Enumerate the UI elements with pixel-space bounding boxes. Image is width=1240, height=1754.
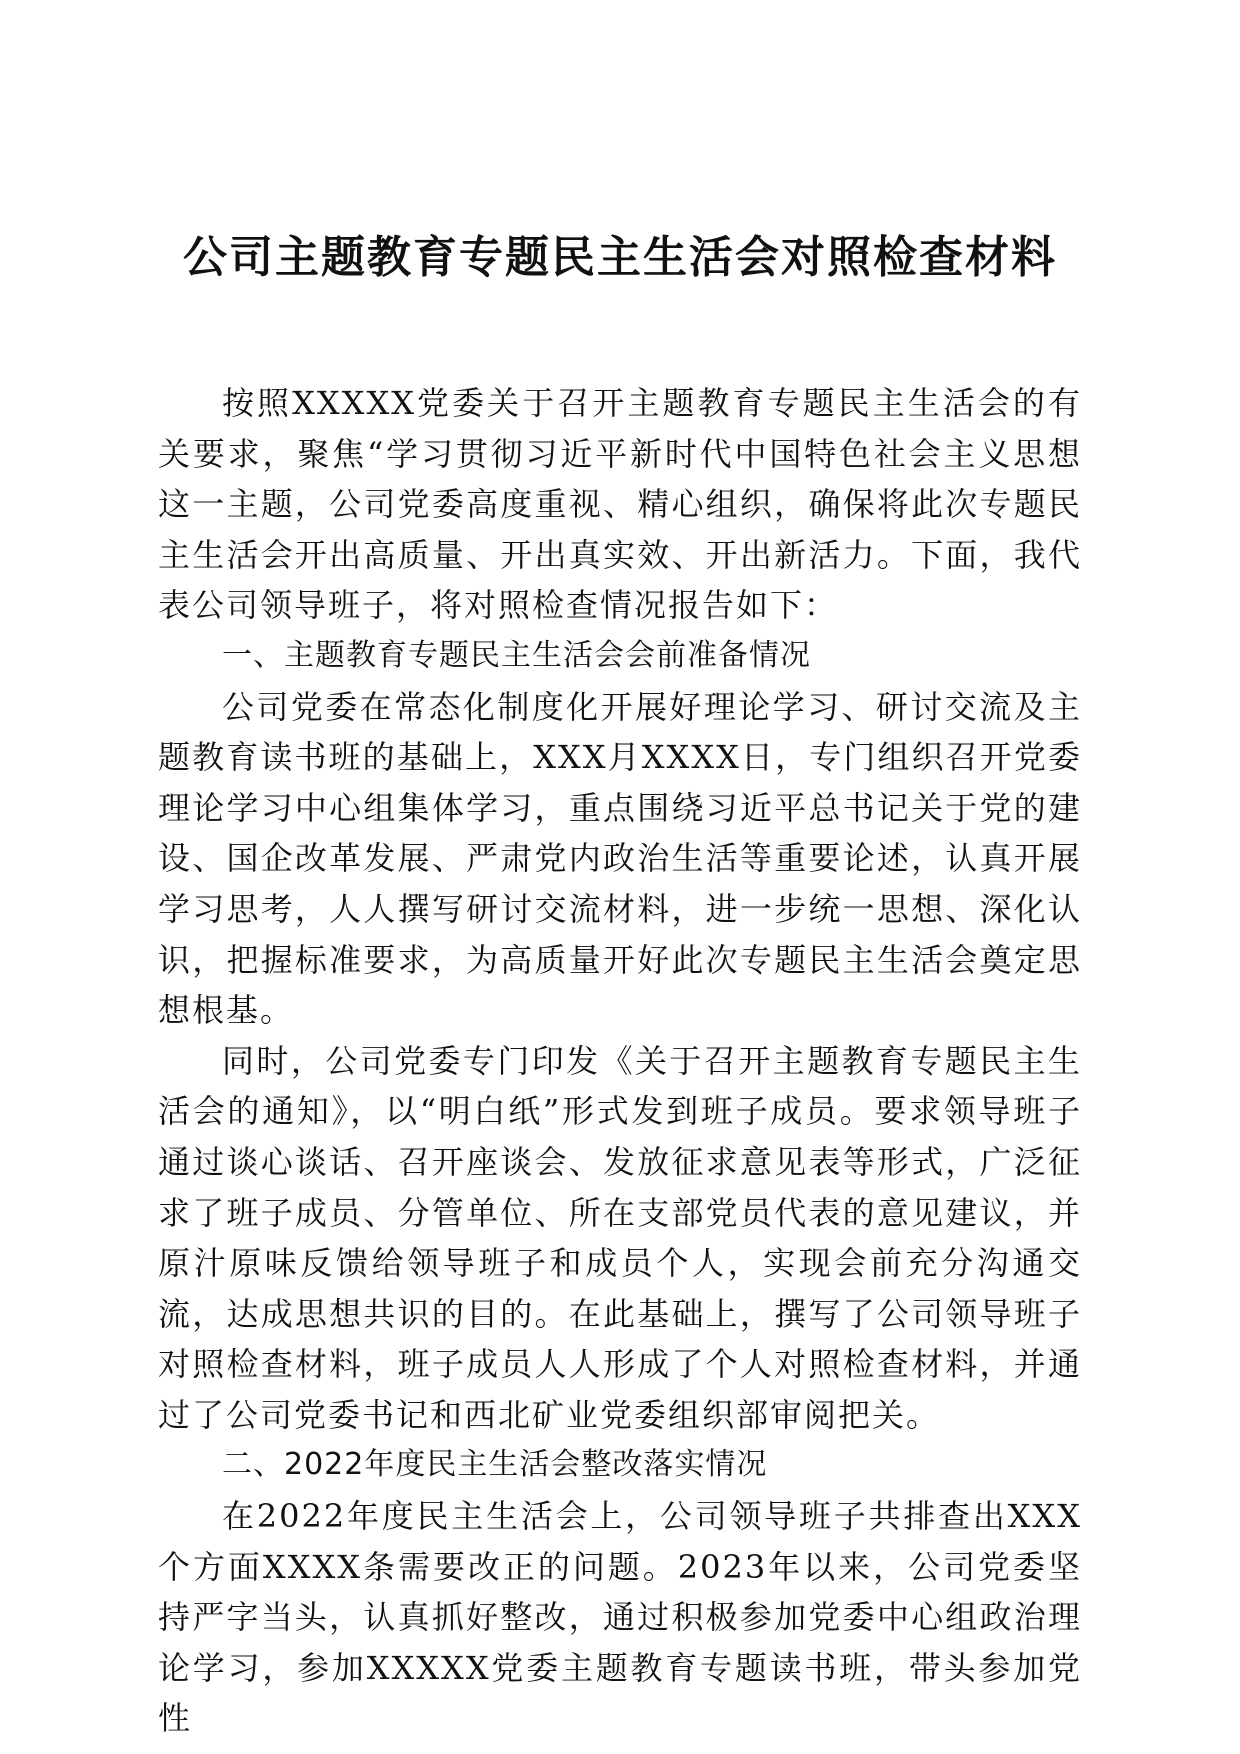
paragraph-preparation-notice: 同时，公司党委专门印发《关于召开主题教育专题民主生活会的通知》，以“明白纸”形式发到班子成员。要求领导班子通过谈心谈话、召开座谈会、发放征求意见表等形式，广泛征求了班子成员、分管单位、所在支部党员代表的意见建议，并原汁原味反馈给领导班子和成员个人，实现会前充分沟通交流，达成思想共识的目的。在此基础上，撰写了公司领导班子对照检查材料，班子成员人人形成了个人对照检查材料，并通过了公司党委书记和西北矿业党委组织部审阅把关。: [158, 1041, 1082, 1434]
intro-paragraph: 按照XXXXX党委关于召开主题教育专题民主生活会的有关要求，聚焦“学习贯彻习近平新时代中国特色社会主义思想这一主题，公司党委高度重视、精心组织，确保将此次专题民主生活会开出高质量、开出真实效、开出新活力。下面，我代表公司领导班子，将对照检查情况报告如下：: [158, 384, 1082, 625]
paragraph-rectification: 在2022年度民主生活会上，公司领导班子共排查出XXX个方面XXXX条需要改正的问题。2023年以来，公司党委坚持严字当头，认真抓好整改，通过积极参加党委中心组政治理论学习，参加XXXXX党委主题教育专题读书班，带头参加党性: [158, 1497, 1082, 1738]
section-heading-rectification: 二、2022年度民主生活会整改落实情况: [222, 1447, 768, 1483]
paragraph-preparation-study: 公司党委在常态化制度化开展好理论学习、研讨交流及主题教育读书班的基础上，XXX月XXXX日，专门组织召开党委理论学习中心组集体学习，重点围绕习近平总书记关于党的建设、国企改革发展、严肃党内政治生活等重要论述，认真开展学习思考，人人撰写研讨交流材料，进一步统一思想、深化认识，把握标准要求，为高质量开好此次专题民主生活会奠定思想根基。: [158, 687, 1082, 1030]
document-body: [158, 378, 1082, 1744]
section-heading-preparation: 一、主题教育专题民主生活会会前准备情况: [222, 637, 811, 673]
document-title: 公司主题教育专题民主生活会对照检查材料: [183, 232, 1057, 283]
